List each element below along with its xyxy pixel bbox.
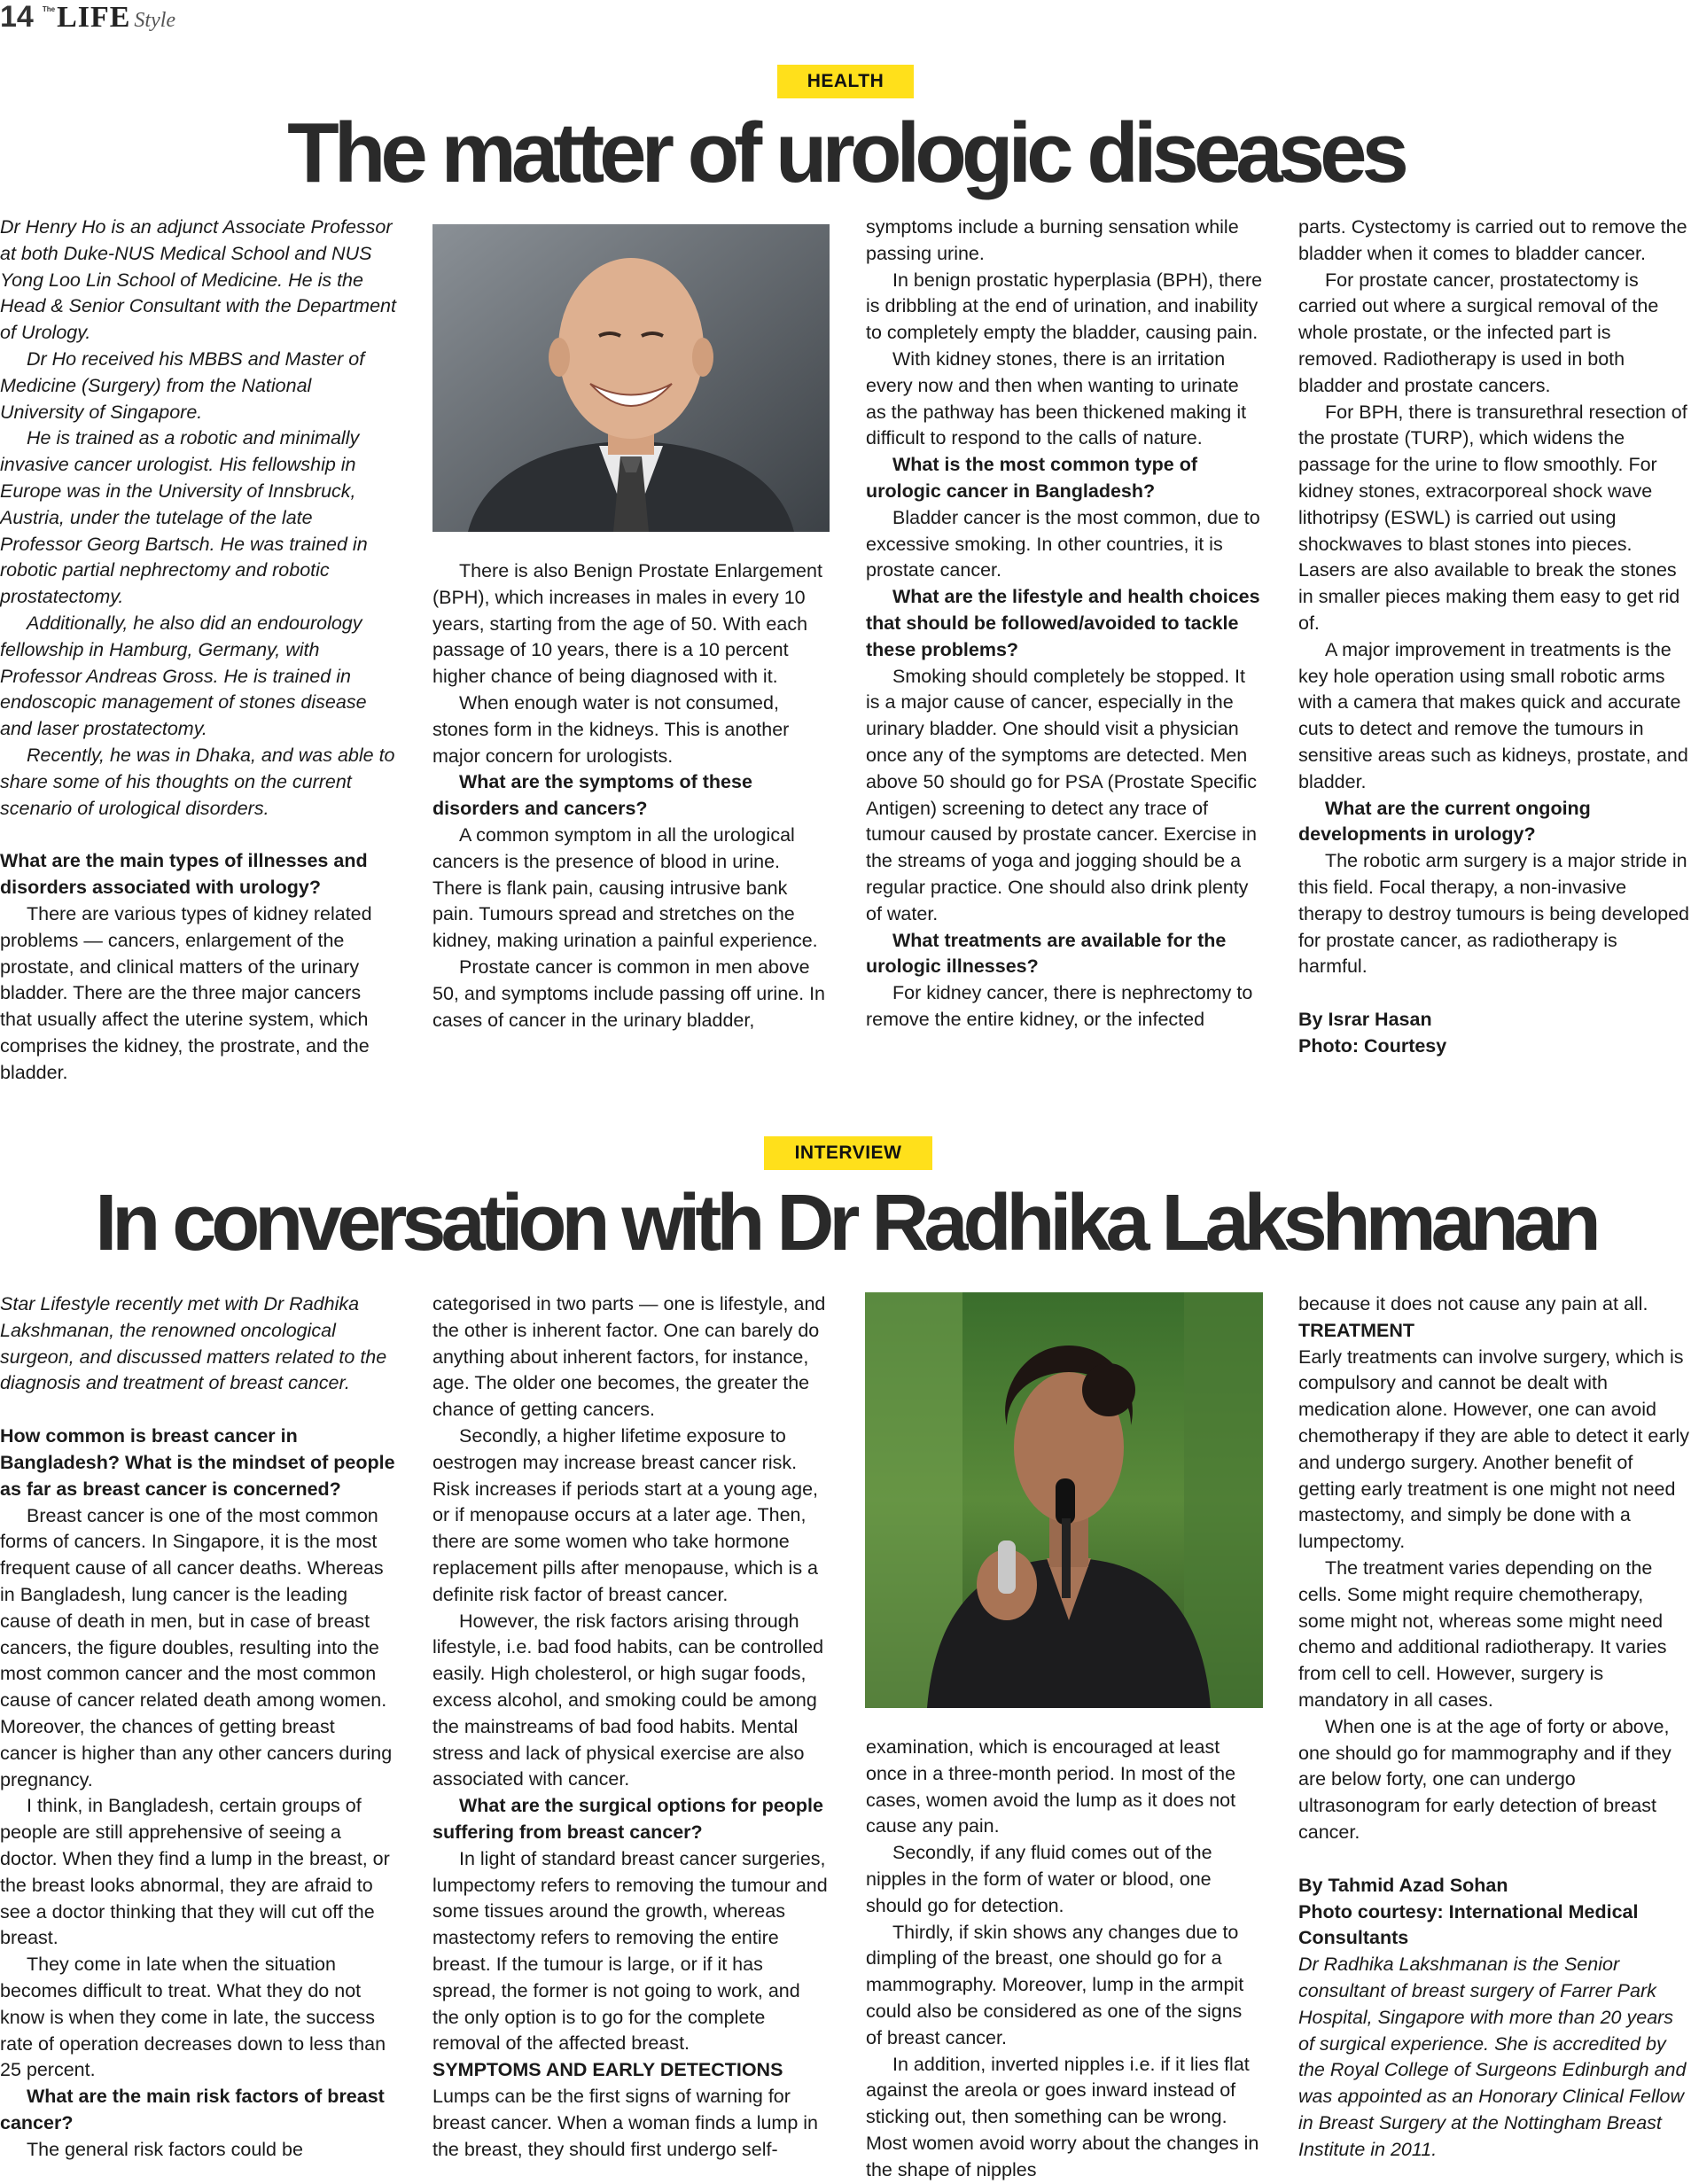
interview-tag: INTERVIEW	[764, 1136, 932, 1170]
article1-col2	[432, 558, 830, 1034]
question: What are the main risk factors of breast cancer?	[0, 2086, 385, 2133]
article2-headline: In conversation with Dr Radhika Lakshmanan	[95, 1179, 1596, 1268]
dr-radhika-lakshmanan-photo	[865, 1292, 1263, 1708]
answer-paragraph: They come in late when the situation becomes difficult to treat. What they do not know is when they come in late, the success rate of operation decreases down to less than 25 percent.	[0, 1954, 386, 2081]
answer-paragraph: The general risk factors could be	[27, 2138, 303, 2160]
paragraph: A major improvement in treatments is the key hole operation using small robotic arms with a camera that makes quick and accurate cuts to detect and remove the tumours in sensitive areas such as kidneys, prostate, and bladder.	[1298, 638, 1688, 792]
question: What are the surgical options for people suffering from breast cancer?	[432, 1795, 823, 1843]
masthead	[0, 0, 175, 35]
article2-col2	[432, 1291, 830, 2163]
article1-col3	[866, 214, 1263, 1034]
paragraph: examination, which is encouraged at least once in a three-month period. In most of the cases, women avoid the lump as it does not cause any pain.	[866, 1736, 1236, 1837]
paragraph: Thirdly, if skin shows any changes due to dimpling of the breast, one should go for a mammography. Moreover, lump in the armpit could also be considered as one of the signs of breast cancer.	[866, 1921, 1244, 2048]
masthead-the: The	[42, 5, 56, 13]
answer-paragraph: Breast cancer is one of the most common forms of cancers. In Singapore, it is the most frequent cause of all cancer deaths. Whereas in Bangladesh, lung cancer is the leading cause of death in men, but in case of breast cancers, the figure doubles, resulting into the most common cancer and the most common cause of cancer related death among women. Moreover, the chances of getting breast cancer is higher than any other cancers during pregnancy.	[0, 1504, 393, 1790]
bio-paragraph: Recently, he was in Dhaka, and was able to share some of his thoughts on the current scenario of urological disorders.	[0, 744, 395, 819]
paragraph: When enough water is not consumed, stones form in the kidneys. This is another major concern for urologists.	[432, 691, 790, 767]
article2-col3	[866, 1735, 1263, 2184]
paragraph: Prostate cancer is common in men above 50, and symptoms include passing off urine. In cases of cancer in the urinary bladder,	[432, 956, 825, 1031]
paragraph: For prostate cancer, prostatectomy is carried out where a surgical removal of the whole prostate, or the infected part is removed. Radiotherapy is used in both bladder and prostate cancers.	[1298, 269, 1659, 396]
paragraph: symptoms include a burning sensation while passing urine.	[866, 216, 1239, 264]
question: How common is breast cancer in Bangladesh? What is the mindset of people as far as breast cancer is concerned?	[0, 1425, 395, 1500]
question: What is the most common type of urologic cancer in Bangladesh?	[866, 454, 1198, 502]
paragraph: In benign prostatic hyperplasia (BPH), there is dribbling at the end of urination, and inability to completely empty the bladder, causing pain.	[866, 269, 1263, 344]
paragraph: When one is at the age of forty or above, one should go for mammography and if they are below forty, one can undergo ultrasonogram for early detection of breast cancer.	[1298, 1715, 1672, 1843]
article2-col4	[1298, 1291, 1691, 2164]
subheading: TREATMENT	[1298, 1319, 1414, 1341]
paragraph: Secondly, if any fluid comes out of the nipples in the form of water or blood, one should go for detection.	[866, 1842, 1212, 1916]
paragraph: The robotic arm surgery is a major stride in this field. Focal therapy, a non-invasive therapy to destroy tumours is being developed for prostate cancer, as radiotherapy is harmful.	[1298, 850, 1690, 978]
paragraph: categorised in two parts — one is lifestyle, and the other is inherent factor. One can barely do anything about inherent factors, for instance, age. The older one becomes, the greater the chance of getting cancers.	[432, 1293, 826, 1421]
paragraph: Lumps can be the first signs of warning for breast cancer. When a woman finds a lump in the breast, they should first undergo self-	[432, 2085, 818, 2160]
subheading: SYMPTOMS AND EARLY DETECTIONS	[432, 2059, 783, 2081]
question: What are the current ongoing developments in urology?	[1298, 797, 1591, 846]
article2-col1	[0, 1291, 397, 2164]
paragraph: For BPH, there is transurethral resection of the prostate (TURP), which widens the passage for the urine to flow smoothly. For kidney stones, extracorporeal shock wave lithotripsy (ESWL) is carried out using shockwaves to blast stones into pieces. Lasers are also available to break the stones in smaller pieces making them easy to get rid of.	[1298, 401, 1687, 634]
health-tag: HEALTH	[777, 65, 914, 98]
bio-paragraph: Additionally, he also did an endourology fellowship in Hamburg, Germany, with Professor Andreas Gross. He is trained in endoscopic management of stones disease and laser prostatectomy.	[0, 612, 367, 740]
answer-paragraph: I think, in Bangladesh, certain groups of people are still apprehensive of seeing a doctor. When they find a lump in the breast, or the breast looks abnormal, they are afraid to see a doctor thinking that they will cut off the breast.	[0, 1795, 390, 1949]
paragraph: In light of standard breast cancer surgeries, lumpectomy refers to removing the tumour and some tissues around the growth, whereas mastectomy refers to removing the entire breast. If the tumour is large, or if it has spread, the former is not going to work, and the only option is to go for the complete removal of the affected breast.	[432, 1847, 828, 2055]
intro-paragraph: Star Lifestyle recently met with Dr Radhika Lakshmanan, the renowned oncological surgeon, and discussed matters related to the diagnosis and treatment of breast cancer.	[0, 1293, 387, 1394]
answer-paragraph: There are various types of kidney related problems — cancers, enlargement of the prostate, and clinical matters of the urinary bladder. There are the three major cancers that usually affect the uterine system, which comprises the kidney, the prostrate, and the bladder.	[0, 902, 372, 1083]
dr-henry-ho-photo	[432, 224, 830, 532]
author-bio: Dr Radhika Lakshmanan is the Senior consultant of breast surgery of Farrer Park Hospital, Singapore with more than 20 years of surgical experience. She is accredited by the Royal College of Surgeons Edinburgh and was appointed as an Honorary Clinical Fellow in Breast Surgery at the Nottingham Breast Institute in 2011.	[1298, 1954, 1687, 2160]
question: What are the symptoms of these disorders and cancers?	[432, 771, 752, 820]
paragraph: Early treatments can involve surgery, which is compulsory and cannot be dealt with medication alone. However, one can avoid chemotherapy if they are able to detect it early and undergo surgery. Another benefit of getting early treatment is one might not need mastectomy, and simply be done with a lumpectomy.	[1298, 1346, 1689, 1553]
byline-author: By Tahmid Azad Sohan	[1298, 1874, 1508, 1896]
paragraph: parts. Cystectomy is carried out to remove the bladder when it comes to bladder cancer.	[1298, 216, 1687, 264]
article1-col4	[1298, 214, 1691, 1060]
paragraph: There is also Benign Prostate Enlargement (BPH), which increases in males in every 10 years, starting from the age of 50. With each passage of 10 years, there is a 10 percent higher chance of being diagnosed with it.	[432, 560, 822, 688]
bio-paragraph: Dr Henry Ho is an adjunct Associate Professor at both Duke-NUS Medical School and NUS Yong Loo Lin School of Medicine. He is the Head & Senior Consultant with the Department of Urology.	[0, 216, 396, 344]
masthead-style: Style	[134, 9, 176, 32]
bio-paragraph: He is trained as a robotic and minimally invasive cancer urologist. His fellowship in Europe was in the University of Innsbruck, Austria, under the tutelage of the late Professor Georg Bartsch. He was trained in robotic partial nephrectomy and robotic prostatectomy.	[0, 427, 368, 608]
paragraph: The treatment varies depending on the cells. Some might require chemotherapy, some might not, whereas some might need chemo and additional radiotherapy. It varies from cell to cell. However, surgery is mandatory in all cases.	[1298, 1556, 1667, 1711]
bio-paragraph: Dr Ho received his MBBS and Master of Medicine (Surgery) from the National University of Singapore.	[0, 347, 365, 423]
paragraph: For kidney cancer, there is nephrectomy to remove the entire kidney, or the infected	[866, 982, 1253, 1030]
paragraph: Smoking should completely be stopped. It is a major cause of cancer, especially in the urinary bladder. One should visit a physician once any of the symptoms are detected. Men above 50 should go for PSA (Prostate Specific Antigen) screening to detect any trace of tumour caused by prostate cancer. Exercise in the streams of yoga and jogging should be a regular practice. One should also drink plenty of water.	[866, 665, 1258, 924]
paragraph: Secondly, a higher lifetime exposure to oestrogen may increase breast cancer risk. Risk increases if periods start at a young age, or if menopause occurs at a later age. Then, there are some women who take hormone replacement pills after menopause, which is a definite risk factor of breast cancer.	[432, 1424, 818, 1605]
byline-author: By Israr Hasan	[1298, 1009, 1432, 1031]
paragraph: However, the risk factors arising through lifestyle, i.e. bad food habits, can be controlled easily. High cholesterol, or high sugar foods, excess alcohol, and smoking could be among the mainstreams of bad food habits. Mental stress and lack of physical exercise are also associated with cancer.	[432, 1610, 824, 1790]
article1-headline: The matter of urologic diseases	[287, 105, 1404, 200]
question: What are the lifestyle and health choices that should be followed/avoided to tackle these problems?	[866, 586, 1260, 660]
byline-photo-credit: Photo courtesy: International Medical Consultants	[1298, 1900, 1639, 1949]
masthead-life-logo: LIFE	[57, 1, 131, 34]
paragraph: Bladder cancer is the most common, due to excessive smoking. In other countries, it is prostate cancer.	[866, 506, 1260, 581]
question: What are the main types of illnesses and disorders associated with urology?	[0, 850, 368, 899]
paragraph: With kidney stones, there is an irritation every now and then when wanting to urinate as the pathway has been thickened making it difficult to respond to the calls of nature.	[866, 347, 1247, 449]
paragraph: because it does not cause any pain at all.	[1298, 1293, 1648, 1314]
page-number: 14	[0, 0, 34, 34]
article1-col1	[0, 214, 397, 1087]
byline-photo-credit: Photo: Courtesy	[1298, 1034, 1447, 1057]
paragraph: In addition, inverted nipples i.e. if it lies flat against the areola or goes inward instead of sticking out, then something can be wrong. Most women avoid worry about the changes in the shape of nipples	[866, 2053, 1259, 2180]
paragraph: A common symptom in all the urological cancers is the presence of blood in urine. There is flank pain, causing intrusive bank pain. Tumours spread and stretches on the kidney, making urination a painful experience.	[432, 823, 818, 952]
question: What treatments are available for the urologic illnesses?	[866, 929, 1227, 978]
